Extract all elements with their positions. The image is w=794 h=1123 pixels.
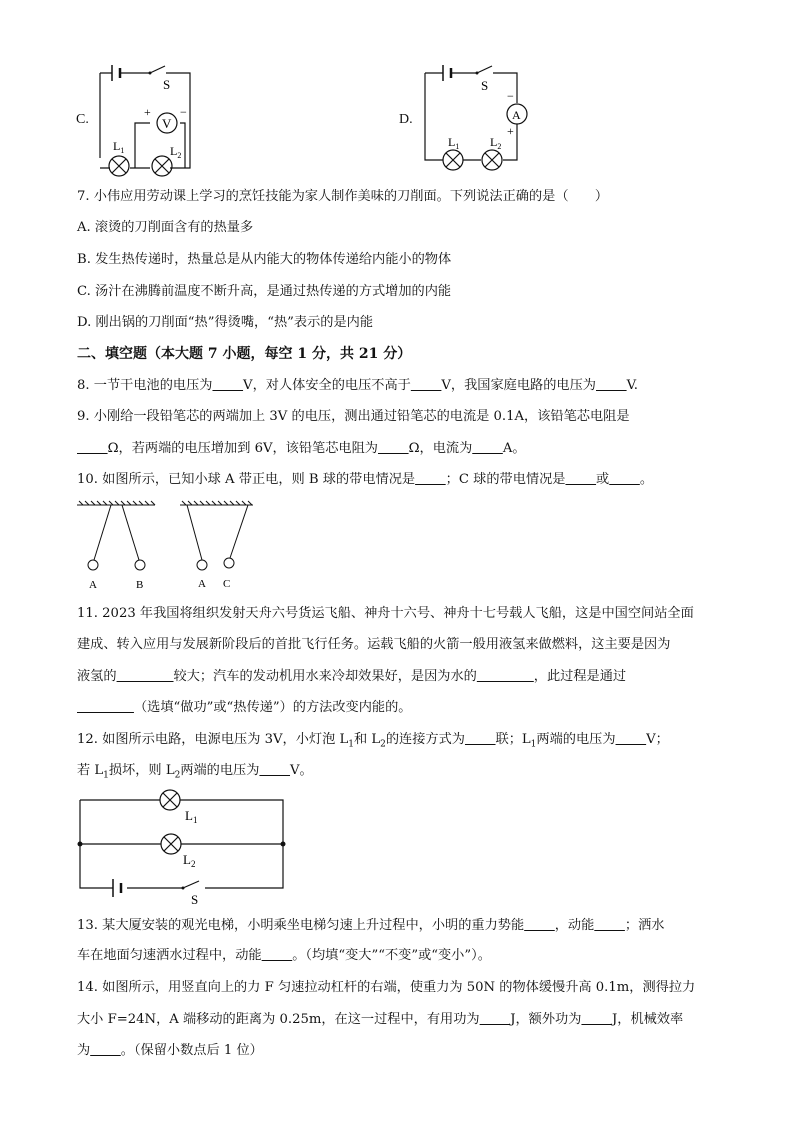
q11-line2: 建成、转入应用与发展新阶段后的首批飞行任务。运载飞船的火箭一般用液氢来做燃料，这主要是因为 <box>77 637 671 652</box>
q12-bulb2-label: $L_2$ <box>183 852 196 869</box>
ball-b-label: B <box>136 579 144 591</box>
circuit-diagram-d <box>415 58 535 178</box>
q7-option-d: D. 刚出锅的刀削面“热”得烫嘴，“热”表示的是内能 <box>77 315 374 330</box>
q11-line3: 液氢的 较大；汽车的发动机用水来冷却效果好，是因为水的 ，此过程是通过 <box>77 669 627 684</box>
q9-line2: Ω，若两端的电压增加到 6V，该铅笔芯电阻为 Ω，电流为 A。 <box>107 441 526 456</box>
option-c-label: C. <box>76 112 89 127</box>
q7-stem: 7. 小伟应用劳动课上学习的烹饪技能为家人制作美味的刀削面。下列说法正确的是（ ） <box>77 189 609 204</box>
d-bulb2-label: $L_2$ <box>490 135 502 151</box>
q14-line1: 14. 如图所示，用竖直向上的力 F 匀速拉动杠杆的右端，使重力为 50N 的物体缓慢升高 0.1m，测得拉力 <box>77 980 696 995</box>
q13-line1: 13. 某大厦安装的观光电梯，小明乘坐电梯匀速上升过程中，小明的重力势能 ，动能 ；洒水 <box>77 918 665 933</box>
c-bulb2-label: $L_2$ <box>170 144 182 160</box>
q7-option-b: B. 发生热传递时，热量总是从内能大的物体传递给内能小的物体 <box>77 252 452 267</box>
section-heading: 二、填空题（本大题 7 小题，每空 1 分，共 21 分） <box>77 346 412 362</box>
d-switch-label: S <box>481 78 489 93</box>
q8: 8. 一节干电池的电压为 V，对人体安全的电压不高于 V，我国家庭电路的电压为 V. <box>77 378 638 393</box>
q7-option-c: C. 汤汁在沸腾前温度不断升高，是通过热传递的方式增加的内能 <box>77 284 452 299</box>
q14-line3: 为 。（保留小数点后 1 位） <box>77 1043 263 1058</box>
c-switch-label: S <box>163 77 171 92</box>
option-d-label: D. <box>399 112 413 127</box>
c-plus-label: + <box>144 105 151 119</box>
c-minus-label: − <box>180 105 187 119</box>
q13-line2: 车在地面匀速洒水过程中，动能 。（均填“变大”“不变”或“变小”）。 <box>77 948 491 963</box>
ball-c-label: C <box>223 578 231 590</box>
q10: 10. 如图所示，已知小球 A 带正电，则 B 球的带电情况是 ；C 球的带电情况是 或 。 <box>77 472 653 487</box>
charged-balls-figure <box>75 500 265 592</box>
q12-switch-label: S <box>191 892 199 907</box>
q14-line2: 大小 F=24N，A 端移动的距离为 0.25m，在这一过程中，有用功为 J，额外功为 J，机械效率 <box>77 1012 684 1027</box>
ball-a-right-label: A <box>198 578 206 590</box>
ball-a-left-label: A <box>89 579 97 591</box>
q12-bulb1-label: $L_1$ <box>185 808 198 825</box>
d-plus-label: + <box>507 124 514 138</box>
q11-line1: 11. 2023 年我国将组织发射天舟六号货运飞船、神舟十六号、神舟十七号载人飞船，这是中国空间站全面 <box>77 606 694 621</box>
d-ammeter-symbol: A <box>512 108 521 122</box>
q11-line4: （选填“做功”或“热传递”）的方法改变内能的。 <box>133 700 412 715</box>
c-voltmeter-symbol: V <box>162 116 172 131</box>
d-minus-label: − <box>507 89 514 103</box>
q7-option-a: A. 滚烫的刀削面含有的热量多 <box>77 220 254 235</box>
circuit-diagram-c <box>90 58 210 178</box>
circuit-diagram-q12 <box>75 788 290 908</box>
d-bulb1-label: $L_1$ <box>448 135 460 151</box>
q12-line2: 若 $L_1$损坏，则 $L_2$两端的电压为 V。 <box>77 763 313 781</box>
q12-line1: 12. 如图所示电路，电源电压为 3V，小灯泡 $L_1$和 $L_2$的连接方式为 联；$L_1$两端的电压为 V； <box>77 732 669 750</box>
c-bulb1-label: $L_1$ <box>113 139 125 155</box>
q9-line1: 9. 小刚给一段铅笔芯的两端加上 3V 的电压，测出通过铅笔芯的电流是 0.1A，该铅笔芯电阻是 <box>77 409 630 424</box>
